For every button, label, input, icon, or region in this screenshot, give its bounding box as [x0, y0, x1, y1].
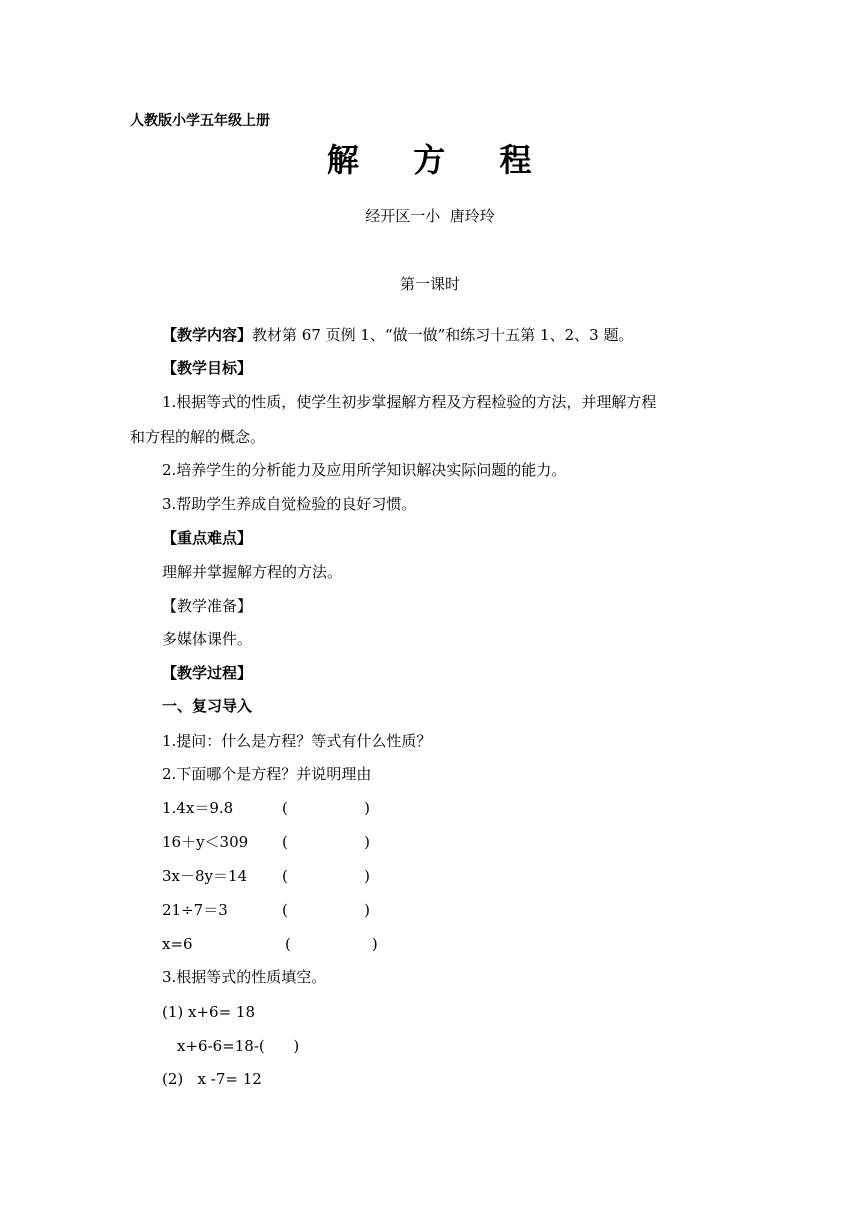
question-2: 2.下面哪个是方程？并说明理由 [162, 765, 372, 783]
exercise-1-step: x+6-6=18-( ) [177, 1037, 300, 1055]
teaching-content-label: 【教学内容】 [162, 326, 253, 344]
answer-paren-2: ( ) [282, 833, 370, 851]
equation-5: x=6 [162, 935, 193, 953]
answer-paren-5: ( ) [285, 935, 378, 953]
key-points-text: 理解并掌握解方程的方法。 [162, 563, 343, 581]
key-points-label: 【重点难点】 [162, 529, 253, 547]
teaching-content-text: 教材第 67 页例 1、“做一做”和练习十五第 1、2、3 题。 [252, 326, 634, 344]
goals-label: 【教学目标】 [162, 359, 253, 377]
section-review: 一、复习导入 [162, 697, 253, 715]
exercise-1-equation: (1) x+6= 18 [162, 1003, 256, 1021]
question-3: 3.根据等式的性质填空。 [162, 968, 327, 986]
process-label: 【教学过程】 [162, 664, 253, 682]
goal-1-line-1: 1.根据等式的性质，使学生初步掌握解方程及方程检验的方法，并理解方程 [162, 393, 657, 411]
author-line: 经开区一小 唐玲玲 [365, 207, 495, 225]
exercise-2-equation: (2) x -7= 12 [162, 1070, 262, 1088]
goal-2: 2.培养学生的分析能力及应用所学知识解决实际问题的能力。 [162, 461, 567, 479]
series-header: 人教版小学五年级上册 [130, 113, 270, 129]
teaching-content [162, 328, 633, 343]
goal-1-line-2: 和方程的解的概念。 [130, 428, 266, 446]
equation-1: 1.4x＝9.8 [162, 799, 234, 817]
title-char-1: 解 [326, 141, 361, 179]
goal-3: 3.帮助学生养成自觉检验的良好习惯。 [162, 495, 417, 513]
equation-4: 21÷7＝3 [162, 901, 228, 919]
title-char-3: 程 [499, 141, 534, 179]
prep-text: 多媒体课件。 [162, 630, 253, 648]
question-1: 1.提问：什么是方程？等式有什么性质？ [162, 732, 432, 750]
answer-paren-3: ( ) [282, 867, 370, 885]
prep-label: 【教学准备】 [162, 597, 253, 615]
equation-2: 16＋y＜309 [162, 833, 249, 851]
lesson-label: 第一课时 [399, 275, 460, 293]
title-char-2: 方 [413, 141, 447, 179]
answer-paren-1: ( ) [282, 799, 370, 817]
answer-paren-4: ( ) [282, 901, 370, 919]
page-title [0, 141, 860, 179]
equation-3: 3x－8y＝14 [162, 867, 248, 885]
